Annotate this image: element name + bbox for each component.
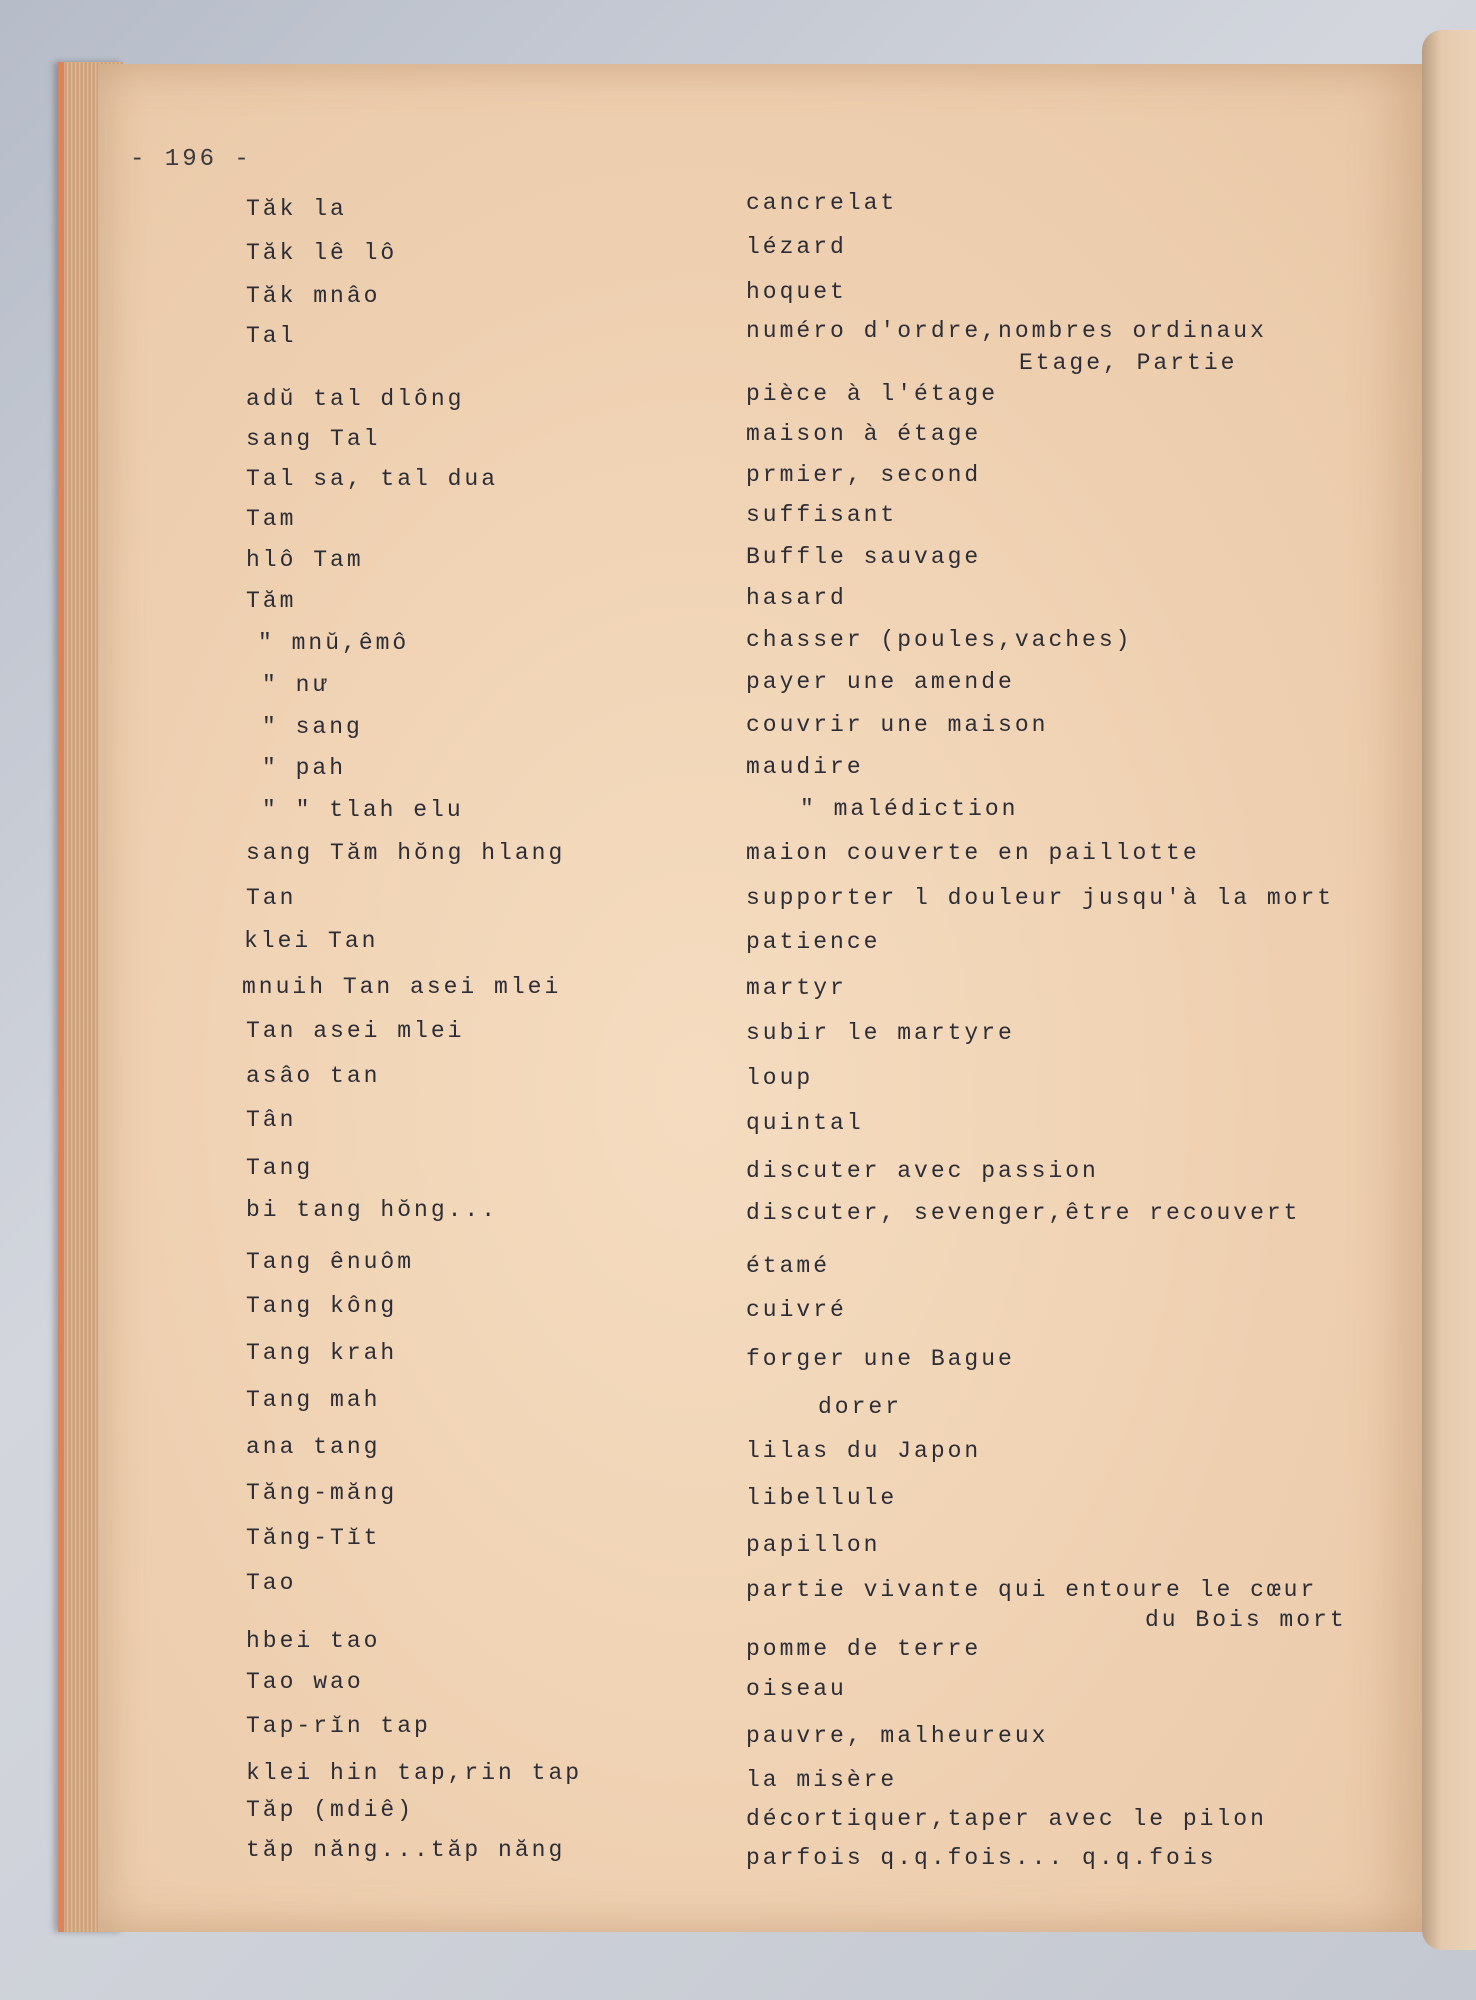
entry-term: asâo tan [246,1063,381,1089]
entry-definition: partie vivante qui entoure le cœur [746,1577,1318,1603]
entry-definition: maion couverte en paillotte [746,840,1200,866]
entry-term: sang Tal [246,426,381,452]
entry-term: Tan asei mlei [246,1018,465,1044]
entry-term: bi tang hŏng... [246,1197,499,1223]
entry-term: mnuih Tan asei mlei [242,974,562,1000]
entry-term: hlô Tam [246,547,364,573]
entry-definition: cuivré [746,1297,847,1323]
entry-term: Tăp (mdiê) [246,1797,415,1823]
entry-term: " nư [262,672,330,698]
entry-term: Tang mah [246,1387,381,1413]
entry-definition: pauvre, malheureux [746,1723,1049,1749]
entry-definition: Buffle sauvage [746,544,982,570]
entry-definition: discuter avec passion [746,1158,1099,1184]
entry-definition: prmier, second [746,462,982,488]
entry-definition-continued: Etage, Partie [1019,350,1238,376]
entry-term: tăp năng...tăp năng [246,1837,566,1863]
entry-definition: la misère [746,1767,898,1793]
entry-definition: payer une amende [746,669,1015,695]
entry-term: Tao wao [246,1669,364,1695]
entry-definition: dorer [818,1394,903,1420]
entry-definition: patience [746,929,881,955]
entry-definition: hoquet [746,279,847,305]
entry-term: Tal [246,323,297,349]
entry-definition: pièce à l'étage [746,381,999,407]
entry-definition: parfois q.q.fois... q.q.fois [746,1845,1217,1871]
entry-definition: subir le martyre [746,1020,1015,1046]
entry-term: Tang kông [246,1293,398,1319]
entry-definition: couvrir une maison [746,712,1049,738]
entry-term: ana tang [246,1434,381,1460]
entry-definition: discuter, sevenger,être recouvert [746,1200,1301,1226]
entry-term: " sang [262,714,363,740]
entry-term: hbei tao [246,1628,381,1654]
entry-term: klei hin tap,rin tap [246,1760,583,1786]
entry-term: Tao [246,1570,297,1596]
next-page-edge [1422,30,1476,1950]
entry-term: Tăng-măng [246,1480,398,1506]
entry-term: Tam [246,506,297,532]
entry-term: " pah [262,755,347,781]
entry-term: Tang [246,1155,314,1181]
entry-term: Tân [246,1107,297,1133]
entry-term: Tang krah [246,1340,398,1366]
entry-definition: cancrelat [746,190,898,216]
entry-definition: quintal [746,1110,864,1136]
page-number: - 196 - [130,146,252,173]
entry-definition: loup [746,1065,814,1091]
entry-definition: libellule [746,1485,898,1511]
entry-term: " mnŭ,êmô [258,630,410,656]
entry-term: Tang ênuôm [246,1249,415,1275]
entry-term: Tăk mnâo [246,283,381,309]
entry-definition: " malédiction [800,796,1019,822]
entry-definition: maudire [746,754,864,780]
entry-definition: suffisant [746,502,898,528]
entry-term: klei Tan [244,928,379,954]
entry-definition: supporter l douleur jusqu'à la mort [746,885,1335,911]
entry-definition-continued: du Bois mort [1145,1607,1347,1633]
entry-definition: décortiquer,taper avec le pilon [746,1806,1267,1832]
entry-definition: lézard [746,234,847,260]
entry-definition: papillon [746,1532,881,1558]
entry-term: Tăk la [246,196,347,222]
entry-definition: chasser (poules,vaches) [746,627,1133,653]
entry-definition: maison à étage [746,421,982,447]
entry-term: Tăm [246,588,297,614]
entry-term: " " tlah elu [262,797,464,823]
entry-term: Tap-rĭn tap [246,1713,431,1739]
entry-term: Tan [246,885,297,911]
entry-term: Tăng-Tĭt [246,1525,381,1551]
entry-definition: forger une Bague [746,1346,1015,1372]
entry-term: adŭ tal dlông [246,386,465,412]
entry-definition: hasard [746,585,847,611]
entry-definition: lilas du Japon [746,1438,982,1464]
entry-definition: numéro d'ordre,nombres ordinaux [746,318,1267,344]
entry-definition: étamé [746,1253,831,1279]
entry-term: Tăk lê lô [246,240,398,266]
entry-term: Tal sa, tal dua [246,466,499,492]
entry-term: sang Tăm hŏng hlang [246,840,566,866]
entry-definition: martyr [746,975,847,1001]
entry-definition: pomme de terre [746,1636,982,1662]
entry-definition: oiseau [746,1676,847,1702]
